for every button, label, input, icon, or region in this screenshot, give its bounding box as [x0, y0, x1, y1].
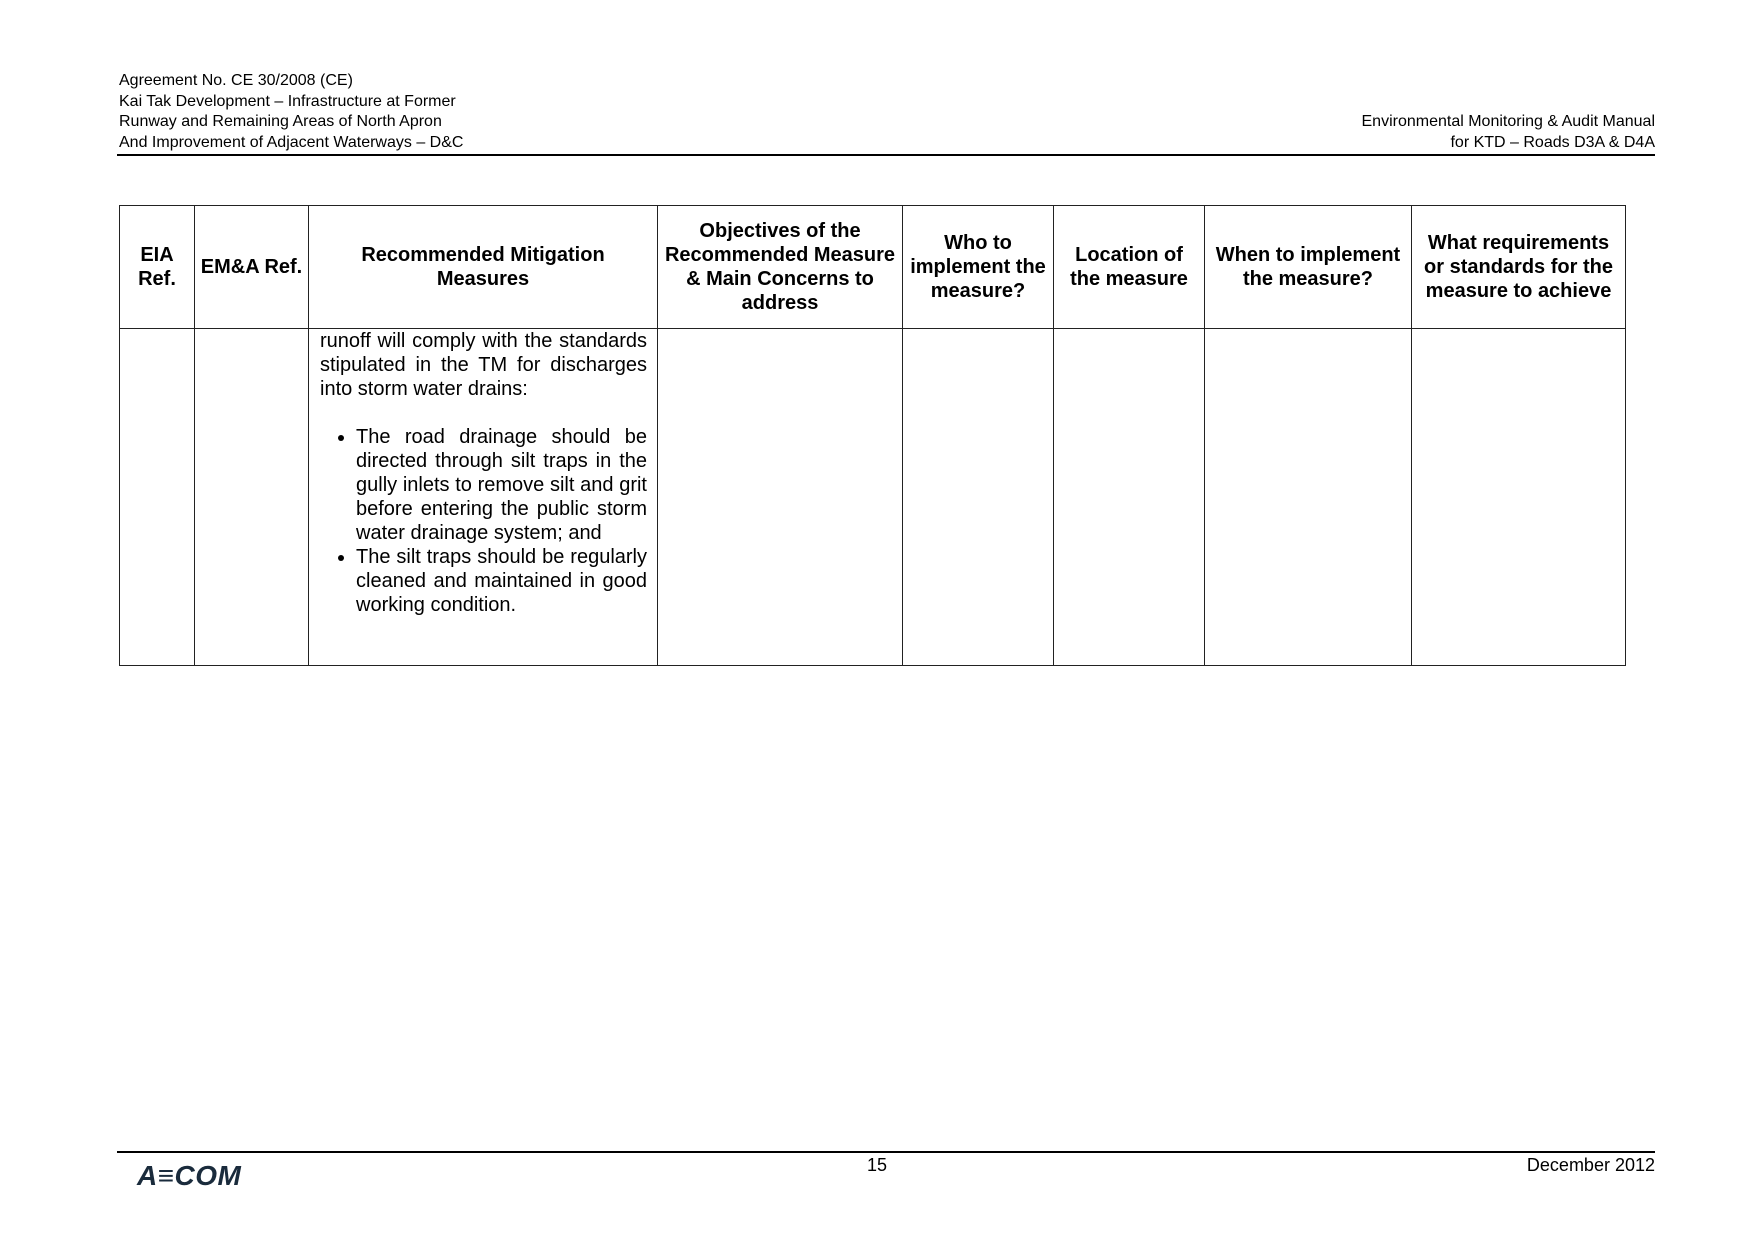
- footer-date: December 2012: [1526, 1155, 1655, 1175]
- footer-divider: [117, 1151, 1655, 1153]
- col-header-objectives: Objectives of the Recommended Measure & Main Concerns to address: [658, 206, 903, 329]
- implementation-schedule-table: [119, 205, 1626, 666]
- col-header-eia-ref: EIA Ref.: [120, 206, 195, 329]
- header-agreement-line: Agreement No. CE 30/2008 (CE): [119, 72, 353, 89]
- header-manual-subtitle: for KTD – Roads D3A & D4A: [1450, 133, 1655, 151]
- page-number: 15: [866, 1155, 888, 1175]
- measure-bullet-list: [320, 425, 647, 617]
- measure-bullet-item: • The silt traps should be regularly cleaned and maintained in good working condition.: [356, 545, 647, 617]
- cell-objectives: [658, 329, 903, 666]
- aecom-logo: A≡COM: [137, 1160, 242, 1191]
- cell-who: [903, 329, 1054, 666]
- table-row: [120, 329, 1626, 666]
- header-manual-title: Environmental Monitoring & Audit Manual: [1361, 113, 1655, 130]
- col-header-who: Who to implement the measure?: [903, 206, 1054, 329]
- header-project-line-4: And Improvement of Adjacent Waterways – D&C: [119, 133, 464, 151]
- col-header-location: Location of the measure: [1054, 206, 1205, 329]
- col-header-ema-ref: EM&A Ref.: [195, 206, 309, 329]
- measure-bullet-item: • The road drainage should be directed through silt traps in the gully inlets to remove silt and grit before entering the public storm water drainage system; and: [356, 425, 647, 545]
- header-project-line-3: Runway and Remaining Areas of North Apron: [119, 113, 442, 130]
- cell-when: [1205, 329, 1412, 666]
- cell-location: [1054, 329, 1205, 666]
- col-header-mitigation-measures: Recommended Mitigation Measures: [309, 206, 658, 329]
- header-document-title: [1362, 112, 1656, 153]
- cell-mitigation-measures: [309, 329, 658, 666]
- header-project-info: [119, 71, 463, 153]
- header-project-line-2: Kai Tak Development – Infrastructure at Former: [119, 92, 456, 110]
- cell-eia-ref: [120, 329, 195, 666]
- cell-requirements: [1412, 329, 1626, 666]
- measure-intro-text: runoff will comply with the standards stipulated in the TM for discharges into storm water drains:: [320, 330, 647, 400]
- cell-ema-ref: [195, 329, 309, 666]
- col-header-requirements: What requirements or standards for the measure to achieve: [1412, 206, 1626, 329]
- col-header-when: When to implement the measure?: [1205, 206, 1412, 329]
- header-divider: [117, 154, 1655, 156]
- table-header-row: [120, 206, 1626, 329]
